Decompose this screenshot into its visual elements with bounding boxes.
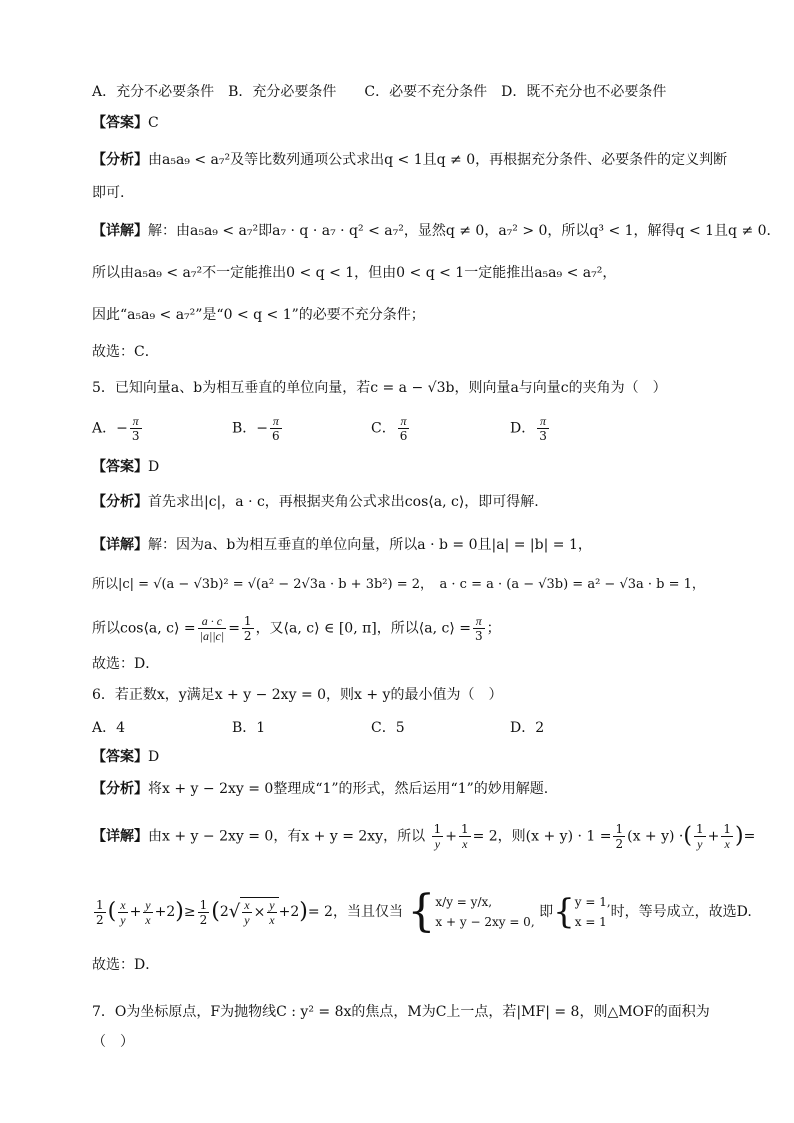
q4-analysis-line2: 即可. (92, 185, 125, 201)
system-row: y = 1, (574, 895, 611, 909)
q7-stem-line1: 7．O为坐标原点，F为抛物线C : y² = 8x的焦点，M为C上一点，若|MF| = 8，则△MOF的面积为 (92, 1004, 710, 1020)
option-label: D． (510, 420, 536, 437)
q6-option-d: D．2 (510, 720, 545, 736)
option-fraction (537, 414, 549, 443)
system-row: x/y = y/x, (435, 895, 493, 909)
answer-value: C (148, 115, 159, 131)
equation-system: { x/y = y/x, x + y − 2xy = 0, (407, 886, 535, 937)
detail-tag: 【详解】 (92, 537, 148, 553)
detail-tag: 【详解】 (92, 223, 148, 239)
frac-den: 3 (131, 429, 140, 443)
q6-detail-line1: 【详解】由x + y − 2xy = 0，有x + y = 2xy，所以 $\frac{1}{y}$ + $\frac{1}{x}$ = 2，则(x + y) · 1 = $\frac{1}{2}$ (x + y) ·( $\frac{1}{y}$ + $\frac{1}{x}$ )= (92, 822, 756, 851)
frac-num: π (473, 614, 485, 629)
q5-analysis (92, 492, 539, 512)
analysis-text: 由a₅a₉ < a₇²及等比数列通项公式求出q < 1且q ≠ 0，再根据充分条件、必要条件的定义判断 (148, 152, 728, 168)
answer-value: D (148, 459, 160, 475)
frac-num: π (398, 414, 410, 429)
analysis-tag: 【分析】 (92, 494, 148, 510)
option-label: A． (92, 420, 117, 437)
q6-option-b: B．1 (232, 720, 266, 736)
q7-stem-line2: （ ） (92, 1034, 134, 1050)
q4-detail-line1 (92, 221, 781, 241)
text: ； (486, 620, 501, 637)
text: 时，等号成立，故选D. (610, 904, 752, 920)
fraction: $\frac{1}{y}$ (695, 822, 704, 851)
fraction: $\frac{1}{2}$ (615, 822, 624, 851)
q5-option-b (232, 414, 284, 443)
analysis-text: 首先求出|c|，a · c，再根据夹角公式求出cos⟨a, c⟩，即可得解. (148, 494, 539, 510)
detail-tag: 【详解】 (92, 828, 148, 845)
fraction (242, 614, 254, 643)
q6-analysis (92, 779, 548, 799)
frac-den: |a||c| (199, 629, 225, 643)
fraction: $\frac{y}{x}$ (145, 897, 151, 927)
frac-num: π (537, 414, 549, 429)
fraction: $\frac{x}{y}$ (244, 898, 250, 927)
frac-num: a · c (198, 614, 227, 629)
system-row: x = 1 (574, 915, 607, 929)
frac-den: 6 (272, 429, 280, 443)
text: = 2，则(x + y) · 1 = (472, 828, 612, 845)
frac-den: 3 (539, 429, 547, 443)
q4-options: A．充分不必要条件 B．充分必要条件 C．必要不充分条件 D．既不充分也不必要条件 (92, 84, 667, 100)
analysis-tag: 【分析】 (92, 152, 148, 168)
fraction: $\frac{x}{y}$ (120, 897, 126, 927)
analysis-tag: 【分析】 (92, 781, 148, 797)
detail-text: 解：由a₅a₉ < a₇²即a₇ · q · a₇ · q² < a₇²，显然q ≠ 0，a₇² > 0，所以q³ < 1，解得q < 1且q ≠ 0． (148, 223, 781, 239)
q6-conclusion: 故选：D． (92, 957, 160, 973)
q5-answer-line (92, 457, 159, 477)
fraction: $\frac{1}{2}$ (199, 897, 208, 927)
answer-tag: 【答案】 (92, 459, 148, 475)
answer-tag: 【答案】 (92, 749, 148, 765)
q4-detail-line3: 因此“a₅a₉ < a₇²”是“0 < q < 1”的必要不充分条件； (92, 307, 425, 323)
system-row: x + y − 2xy = 0, (435, 915, 535, 929)
q6-detail-line2: $\frac{1}{2}$ ( $\frac{x}{y}$ + $\frac{y}{x}$ +2)≥ $\frac{1}{2}$ (2√ $\frac{x}{y}$ × $\frac{y}{x}$ +2)= 2，当且仅当 { x/y = y/x, x + y − 2xy = 0, 即{ y = 1, x = 1 时，等号成立，故选D. (96, 886, 752, 937)
text: 所以cos⟨a, c⟩ = (92, 620, 196, 637)
q5-option-d (510, 414, 551, 443)
frac-num: π (270, 414, 282, 429)
detail-text: 解：因为a、b为相互垂直的单位向量，所以a · b = 0且|a| = |b| = 1， (148, 537, 592, 553)
answer-value: D (148, 749, 160, 765)
frac-den: 3 (474, 629, 483, 643)
text: ，又⟨a, c⟩ ∈ [0, π]，所以⟨a, c⟩ = (255, 620, 471, 637)
frac-den: 6 (399, 429, 408, 443)
text: 由x + y − 2xy = 0，有x + y = 2xy，所以 (148, 828, 426, 845)
option-fraction (270, 414, 282, 443)
text: 即 (539, 904, 554, 920)
fraction (473, 614, 485, 643)
frac-num: π (130, 414, 142, 429)
option-fraction (398, 414, 410, 443)
option-sign: − (116, 420, 128, 437)
q6-stem: 6．若正数x，y满足x + y − 2xy = 0，则x + y的最小值为（ ） (92, 687, 503, 703)
fraction: $\frac{1}{2}$ (96, 897, 104, 927)
text: = 2，当且仅当 (307, 904, 403, 920)
answer-tag: 【答案】 (92, 115, 148, 131)
option-label: B． (232, 420, 257, 437)
text: (x + y) · (627, 828, 684, 845)
analysis-text: 将x + y − 2xy = 0整理成“1”的形式，然后运用“1”的妙用解题. (148, 781, 549, 797)
q5-option-c (371, 414, 411, 443)
option-fraction (130, 414, 142, 443)
q5-detail-line3 (92, 614, 501, 643)
q5-option-a (92, 414, 144, 443)
fraction: $\frac{1}{x}$ (723, 822, 731, 851)
text: ≥ (183, 904, 196, 920)
frac-num: 1 (243, 614, 252, 628)
text: = (228, 620, 240, 637)
fraction: $\frac{y}{x}$ (269, 898, 275, 927)
q4-analysis-line1 (92, 150, 727, 170)
option-sign: − (256, 420, 269, 437)
q6-option-a: A．4 (92, 720, 126, 736)
q5-stem: 5．已知向量a、b为相互垂直的单位向量，若c = a − √3b，则向量a与向量c的夹角为（ ） (92, 380, 667, 396)
fraction (198, 614, 227, 643)
frac-den: 2 (243, 629, 252, 643)
option-label: C． (371, 420, 396, 437)
text: = (743, 828, 756, 845)
q5-detail-line2: 所以|c| = √(a − √3b)² = √(a² − 2√3a · b + 3b²) = 2， a · c = a · (a − √3b) = a² − √3a · b = 1， (92, 577, 705, 592)
q5-conclusion: 故选：D． (92, 656, 160, 672)
q5-detail-line1 (92, 535, 592, 555)
q4-answer-line (92, 113, 159, 133)
q6-answer-line (92, 747, 159, 767)
fraction: $\frac{1}{x}$ (460, 822, 469, 851)
fraction: $\frac{1}{y}$ (433, 822, 442, 851)
equation-system: { y = 1, x = 1 (553, 892, 611, 932)
q4-detail-line2: 所以由a₅a₉ < a₇²不一定能推出0 < q < 1，但由0 < q < 1一定能推出a₅a₉ < a₇²， (92, 265, 617, 281)
q4-conclusion: 故选：C． (92, 344, 159, 360)
q6-option-c: C．5 (371, 720, 405, 736)
